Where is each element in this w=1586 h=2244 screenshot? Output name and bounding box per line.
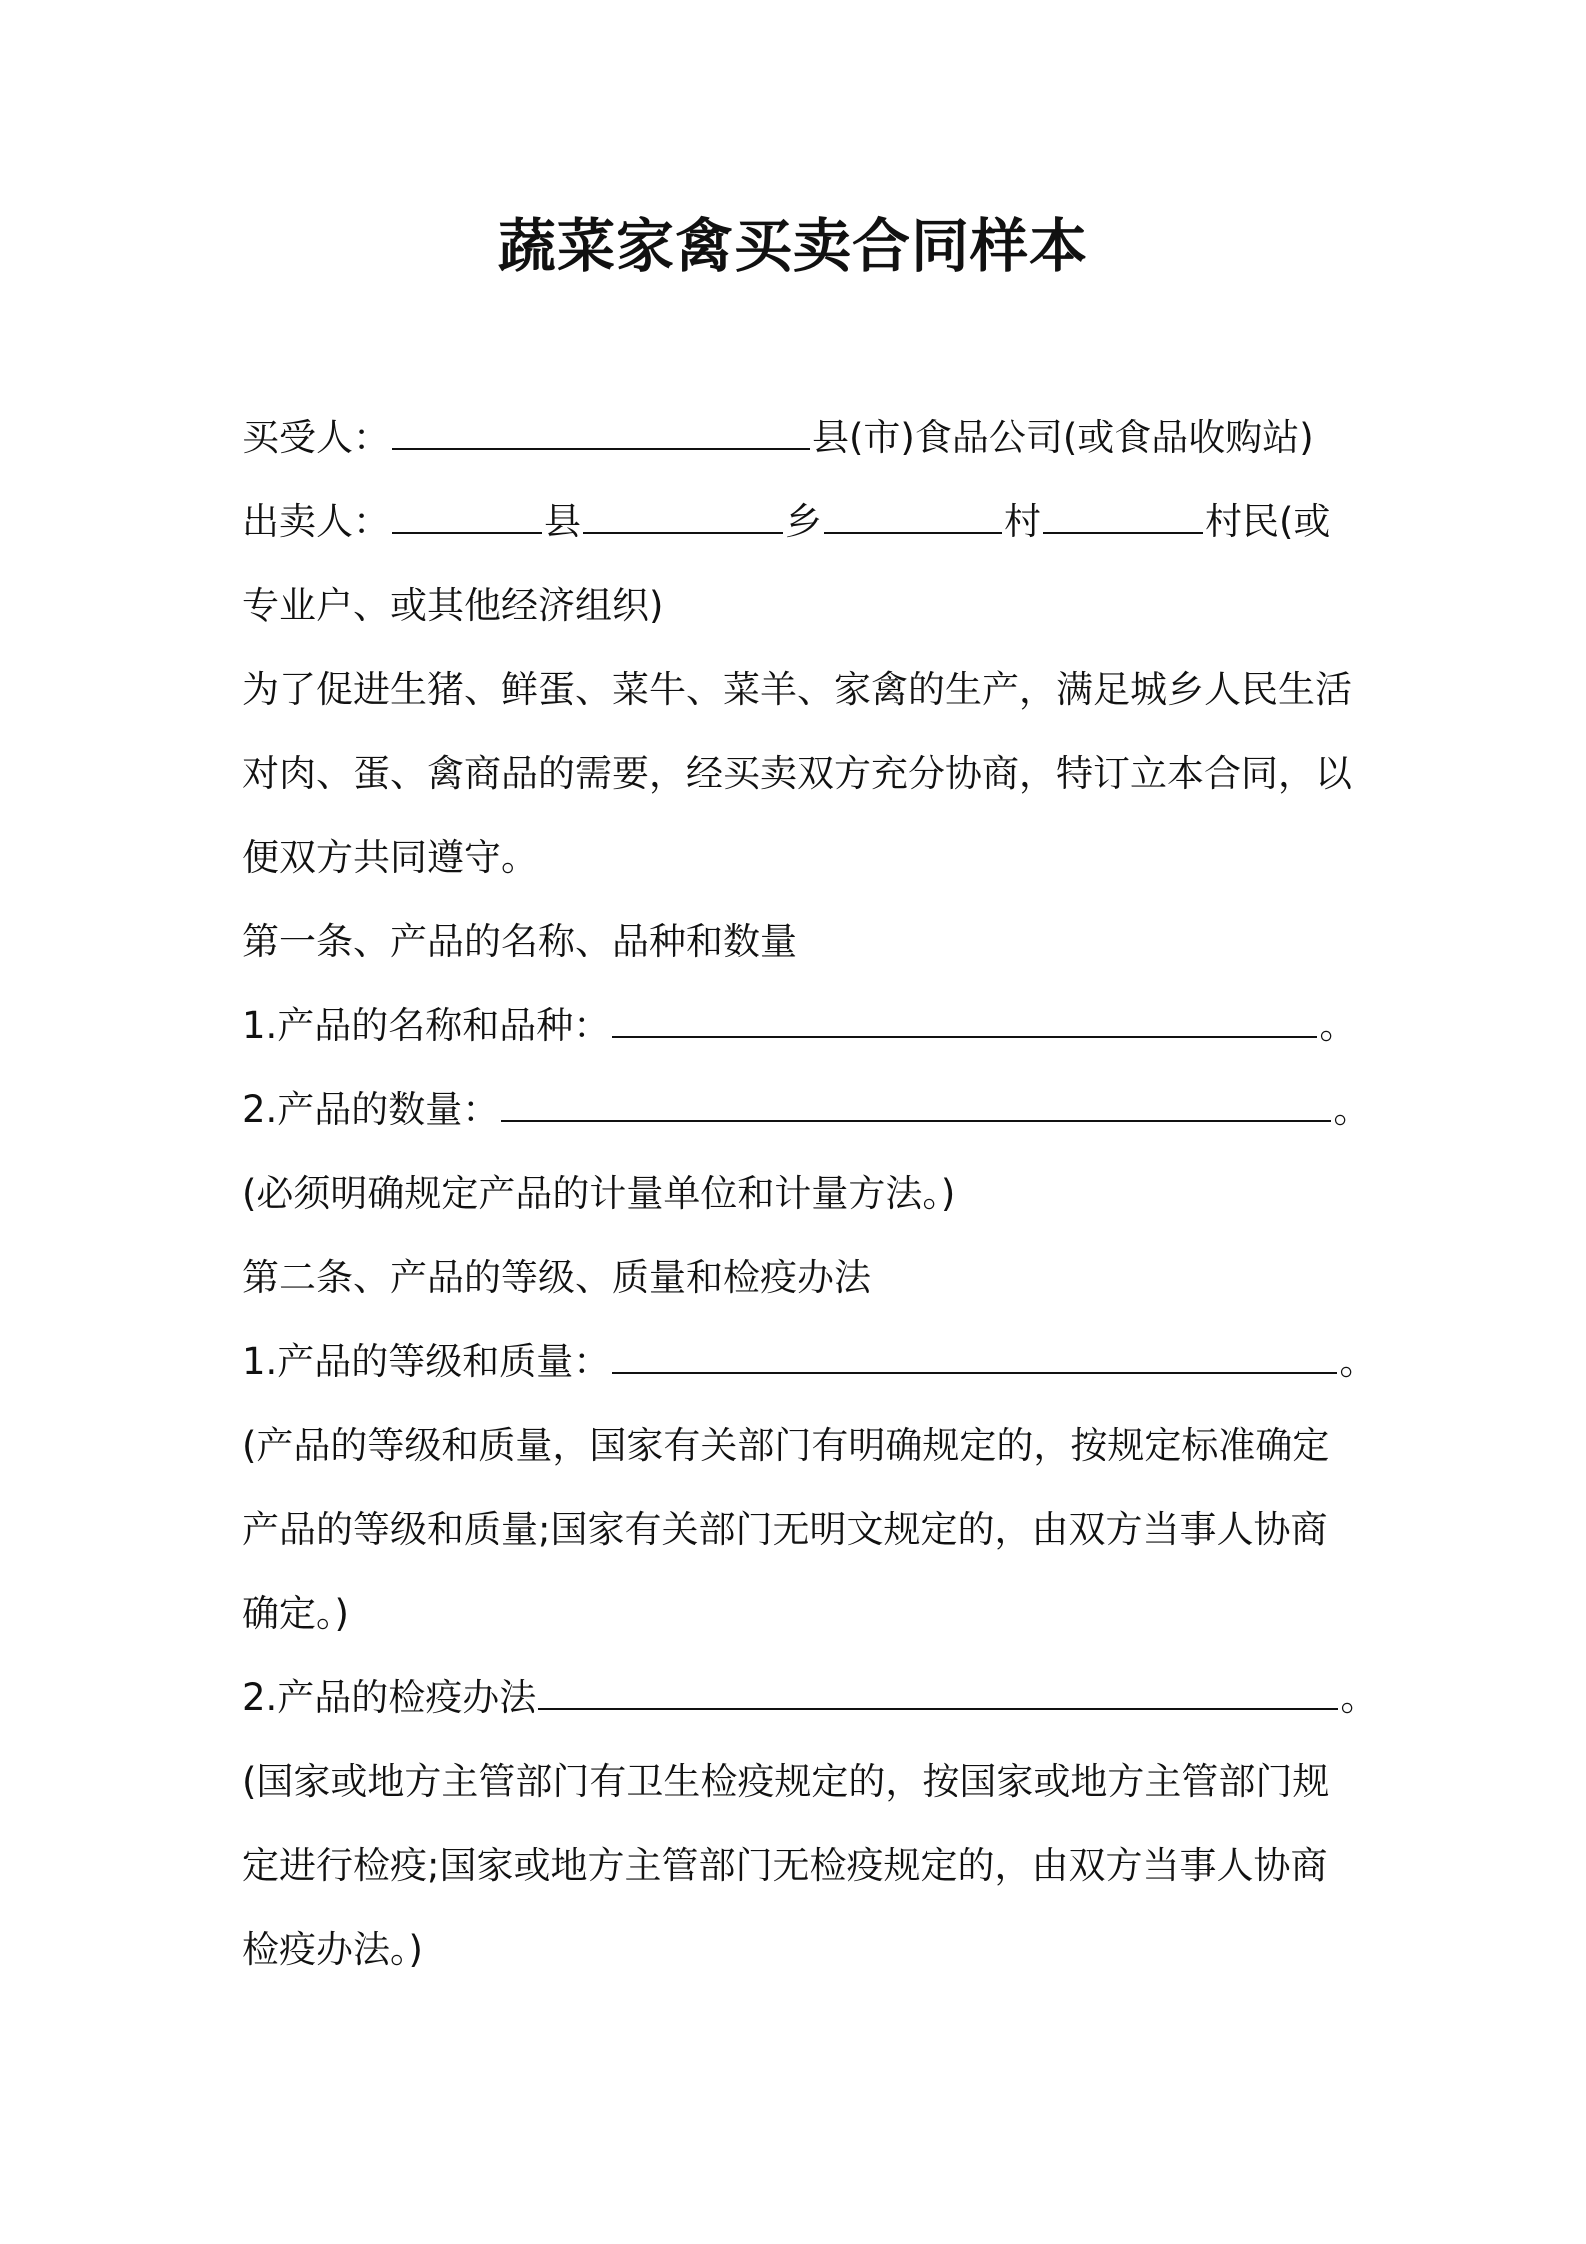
paragraph-text: 专业户、或其他经济组织): [242, 584, 664, 627]
product-name-blank: [612, 992, 1317, 1038]
field-label: 2.产品的检疫办法: [242, 1676, 537, 1719]
document-title: 蔬菜家禽买卖合同样本: [497, 212, 1088, 280]
grade-note-line-2: [242, 1494, 1372, 1578]
section-heading: 第二条、产品的等级、质量和检疫办法: [242, 1256, 871, 1299]
product-grade-line: [242, 1326, 1377, 1410]
villager-label: 村民(或: [1205, 500, 1331, 543]
buyer-label: 买受人：: [242, 416, 390, 459]
field-label: 1.产品的名称和品种：: [242, 1004, 611, 1047]
quarantine-note-line-3: [242, 1914, 1372, 1998]
buyer-line: [242, 402, 1372, 486]
product-name-line: [242, 990, 1372, 1074]
article-1-heading: [242, 906, 1372, 990]
village-label: 村: [1004, 500, 1041, 543]
preamble-line-1: [242, 654, 1372, 738]
field-suffix: 。: [1319, 1004, 1357, 1047]
grade-note-line-1: [242, 1410, 1372, 1494]
preamble-line-2: [242, 738, 1372, 822]
villager-blank: [1043, 488, 1203, 534]
paragraph-text: 检疫办法。): [242, 1928, 423, 1971]
product-quantity-blank: [501, 1076, 1331, 1122]
paragraph-text: 便双方共同遵守。: [242, 836, 538, 879]
product-quantity-line: [242, 1074, 1372, 1158]
field-label: 2.产品的数量：: [242, 1088, 500, 1131]
seller-line-continued: [242, 570, 1372, 654]
quarantine-blank: [538, 1664, 1338, 1710]
township-label: 乡: [785, 500, 822, 543]
paragraph-text: 产品的等级和质量;国家有关部门无明文规定的，由双方当事人协商: [242, 1508, 1328, 1551]
quarantine-note-line-1: [242, 1746, 1372, 1830]
field-suffix: 。: [1333, 1088, 1371, 1131]
preamble-line-3: [242, 822, 1372, 906]
section-heading: 第一条、产品的名称、品种和数量: [242, 920, 797, 963]
seller-line: [242, 486, 1372, 570]
article-2-heading: [242, 1242, 1372, 1326]
grade-note-line-3: [242, 1578, 1372, 1662]
village-blank: [824, 488, 1002, 534]
county-label: 县: [544, 500, 581, 543]
paragraph-text: 确定。): [242, 1592, 349, 1635]
seller-label: 出卖人：: [242, 500, 390, 543]
paragraph-text: 对肉、蛋、禽商品的需要，经买卖双方充分协商，特订立本合同，以: [242, 752, 1352, 795]
paragraph-text: (必须明确规定产品的计量单位和计量方法。): [242, 1172, 956, 1215]
quarantine-line: [242, 1662, 1378, 1746]
field-suffix: 。: [1340, 1676, 1378, 1719]
buyer-blank: [392, 404, 810, 450]
county-blank: [392, 488, 542, 534]
product-grade-blank: [612, 1328, 1337, 1374]
township-blank: [583, 488, 783, 534]
paragraph-text: (国家或地方主管部门有卫生检疫规定的，按国家或地方主管部门规: [242, 1760, 1330, 1803]
field-suffix: 。: [1339, 1340, 1377, 1383]
paragraph-text: 定进行检疫;国家或地方主管部门无检疫规定的，由双方当事人协商: [242, 1844, 1328, 1887]
field-label: 1.产品的等级和质量：: [242, 1340, 611, 1383]
quantity-note: [242, 1158, 1372, 1242]
buyer-suffix: 县(市)食品公司(或食品收购站): [812, 416, 1314, 459]
quarantine-note-line-2: [242, 1830, 1372, 1914]
document-body: [242, 402, 1378, 1998]
paragraph-text: (产品的等级和质量，国家有关部门有明确规定的，按规定标准确定: [242, 1424, 1330, 1467]
paragraph-text: 为了促进生猪、鲜蛋、菜牛、菜羊、家禽的生产，满足城乡人民生活: [242, 668, 1352, 711]
